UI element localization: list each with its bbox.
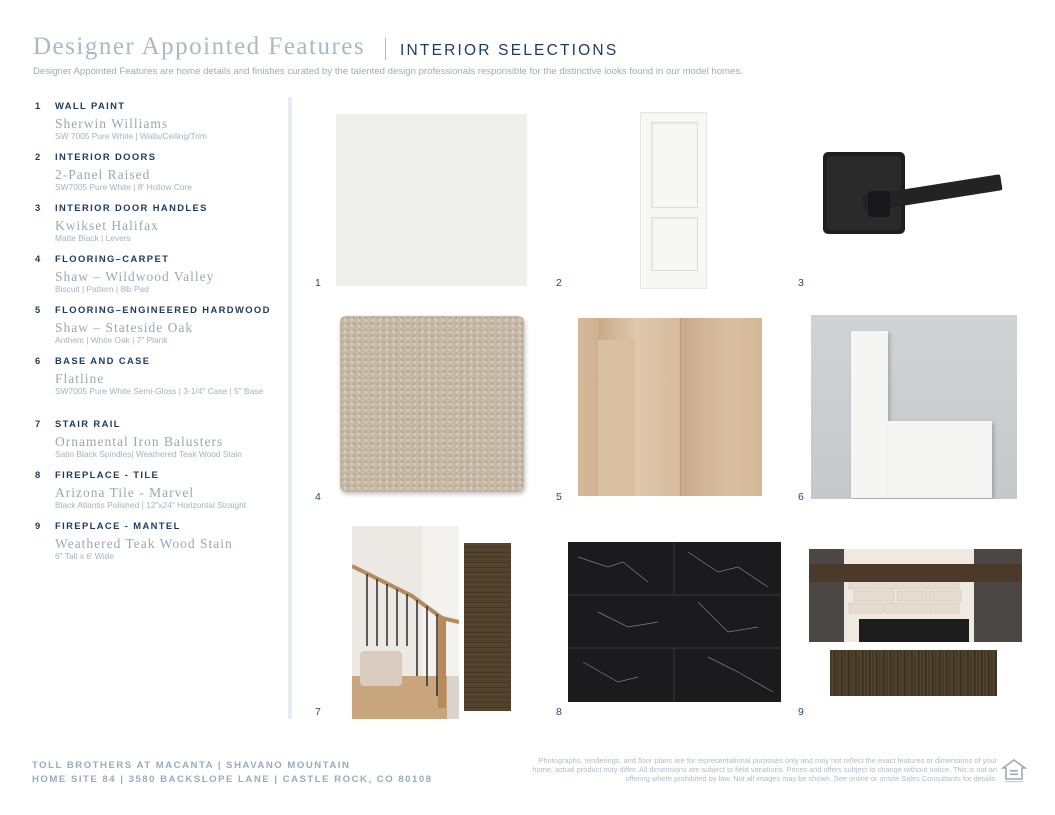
item-detail-8: Black Atlantis Polished | 12"x24" Horizontal Straight: [55, 500, 247, 510]
grid-number-1: 1: [315, 277, 321, 289]
teak-wood-stain-sample: [464, 543, 511, 711]
equal-housing-opportunity-icon: [1001, 758, 1027, 784]
vertical-divider: [288, 97, 292, 719]
grid-number-6: 6: [798, 491, 804, 503]
item-name-6: Flatline: [55, 371, 105, 386]
item-detail-1: SW 7005 Pure White | Walls/Ceiling/Trim: [55, 131, 207, 141]
fireplace-photo: [809, 549, 1022, 642]
mantel-wood-sample: [830, 650, 997, 696]
item-name-5: Shaw – Stateside Oak: [55, 320, 194, 335]
item-detail-4: Biscuit | Pattern | 8lb Pad: [55, 284, 149, 294]
item-name-3: Kwikset Halifax: [55, 218, 159, 233]
item-name-8: Arizona Tile - Marvel: [55, 485, 195, 500]
item-heading-1: 1 WALL PAINT: [35, 100, 126, 111]
wall-paint-swatch: [336, 114, 527, 286]
item-name-9: Weathered Teak Wood Stain: [55, 536, 233, 551]
black-marble-tile-swatch: [568, 542, 781, 702]
item-heading-6: 6 BASE AND CASE: [35, 355, 151, 366]
base-and-case-image: [811, 315, 1017, 499]
item-heading-4: 4 FLOORING–CARPET: [35, 253, 170, 264]
page-subtitle: INTERIOR SELECTIONS: [400, 42, 619, 59]
grid-number-3: 3: [798, 277, 804, 289]
item-heading-7: 7 STAIR RAIL: [35, 418, 121, 429]
item-detail-7: Satin Black Spindles| Weathered Teak Wood Stain: [55, 449, 242, 459]
item-heading-5: 5 FLOORING–ENGINEERED HARDWOOD: [35, 304, 271, 315]
grid-number-2: 2: [556, 277, 562, 289]
item-heading-3: 3 INTERIOR DOOR HANDLES: [35, 202, 208, 213]
item-heading-9: 9 FIREPLACE - MANTEL: [35, 520, 181, 531]
page-description: Designer Appointed Features are home details and finishes curated by the talented design professionals responsible for the distinctive looks found in our model homes.: [33, 66, 743, 77]
grid-number-4: 4: [315, 491, 321, 503]
interior-door-image: [640, 112, 707, 289]
grid-number-7: 7: [315, 706, 321, 718]
footer-community: TOLL BROTHERS AT MACANTA | SHAVANO MOUNTAIN: [32, 760, 351, 771]
page-title: Designer Appointed Features: [33, 33, 366, 60]
title-separator: [385, 38, 386, 60]
item-detail-6: SW7005 Pure White Semi-Gloss | 3-1/4" Case | 5" Base: [55, 386, 264, 396]
grid-number-5: 5: [556, 491, 562, 503]
item-name-4: Shaw – Wildwood Valley: [55, 269, 215, 284]
grid-number-9: 9: [798, 706, 804, 718]
item-heading-8: 8 FIREPLACE - TILE: [35, 469, 160, 480]
footer-address: HOME SITE 84 | 3580 BACKSLOPE LANE | CASTLE ROCK, CO 80108: [32, 774, 433, 785]
item-name-1: Sherwin Williams: [55, 116, 169, 131]
stair-rail-photo: [352, 526, 459, 719]
door-handle-icon: [818, 145, 1008, 240]
footer-disclaimer: Photographs, renderings, and floor plans are for representational purposes only and may not reflect the exact features or dimensions of your home; actual product may differ. All dimensions are subject to field variations. Prices and offers subject to change without notice. This is not an offering where prohibited by law. Not all images may be shown. See online or onsite Sales Consultants for details.: [532, 756, 997, 784]
item-name-2: 2-Panel Raised: [55, 167, 151, 182]
item-detail-9: 6" Tall x 6' Wide: [55, 551, 114, 561]
item-detail-5: Anthem | White Oak | 7" Plank: [55, 335, 168, 345]
item-name-7: Ornamental Iron Balusters: [55, 434, 224, 449]
carpet-swatch: [340, 316, 524, 492]
engineered-hardwood-swatch: [578, 318, 762, 496]
item-heading-2: 2 INTERIOR DOORS: [35, 151, 157, 162]
item-detail-3: Matte Black | Levers: [55, 233, 131, 243]
grid-number-8: 8: [556, 706, 562, 718]
item-detail-2: SW7005 Pure White | 8' Hollow Core: [55, 182, 192, 192]
